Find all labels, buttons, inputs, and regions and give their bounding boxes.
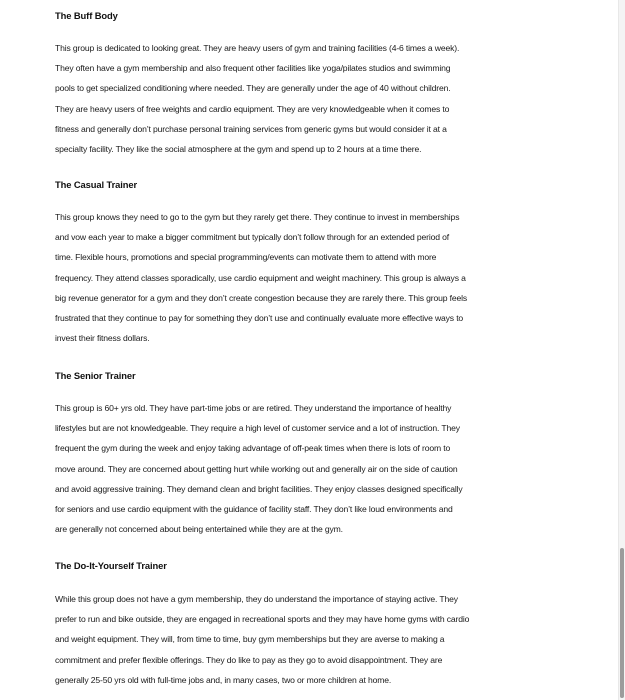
text-line: prefer to run and bike outside, they are engaged in recreational sports and they may have home gyms with cardio <box>55 614 470 625</box>
text-line: They are heavy users of free weights and cardio equipment. They are very knowledgeable when it comes to <box>55 103 450 114</box>
section-body-senior-trainer <box>55 398 595 539</box>
text-line: time. Flexible hours, promotions and special programming/events can motivate them to attend with more <box>55 252 437 263</box>
vertical-scrollbar[interactable] <box>618 0 625 700</box>
section-heading-buff-body: The Buff Body <box>55 10 118 21</box>
section-heading-senior-trainer: The Senior Trainer <box>55 370 136 381</box>
section-body-buff-body <box>55 38 595 159</box>
text-line: This group is dedicated to looking great. They are heavy users of gym and training facilities (4-6 times a week). <box>55 43 460 53</box>
text-line: frequent the gym during the week and enjoy taking advantage of off-peak times when there is lots of room to <box>55 443 451 454</box>
text-line: This group knows they need to go to the gym but they rarely get there. They continue to invest in memberships <box>55 212 460 222</box>
text-line: While this group does not have a gym membership, they do understand the importance of staying active. They <box>55 594 458 604</box>
text-line: and weight equipment. They will, from time to time, buy gym memberships but they are averse to making a <box>55 634 445 645</box>
section-body-casual-trainer <box>55 207 595 348</box>
text-line: and avoid aggressive training. They demand clean and bright facilities. They enjoy classes designed specifically <box>55 483 463 494</box>
section-heading-casual-trainer: The Casual Trainer <box>55 179 138 190</box>
text-line: fitness and generally don’t purchase personal training services from generic gyms but would consider it at a <box>55 123 447 134</box>
text-line: specialty facility. They like the social atmosphere at the gym and spend up to 2 hours at a time there. <box>55 144 422 155</box>
section-body-diy-trainer <box>55 589 595 690</box>
text-line: move around. They are concerned about getting hurt while working out and generally air on the side of caution <box>55 463 458 474</box>
text-line: frustrated that they continue to pay for something they don’t use and continually evaluate more effective ways to <box>55 313 464 324</box>
text-line: frequency. They attend classes sporadically, use cardio equipment and weight machinery. This group is always a <box>55 272 466 283</box>
text-line: big revenue generator for a gym and they don’t create congestion because they are rarely there. This group feels <box>55 292 468 303</box>
text-line: invest their fitness dollars. <box>55 333 150 344</box>
text-line: commitment and prefer flexible offerings. They do like to pay as they go to avoid disappointment. They are <box>55 654 443 665</box>
text-line: They often have a gym membership and also frequent other facilities like yoga/pilates studios and swimming <box>55 63 451 74</box>
text-line: lifestyles but are not knowledgeable. They require a high level of customer service and a lot of instruction. They <box>55 423 460 434</box>
text-line: This group is 60+ yrs old. They have part-time jobs or are retired. They understand the importance of healthy <box>55 403 452 413</box>
text-line: pools to get specialized conditioning where needed. They are generally under the age of 40 without children. <box>55 83 451 94</box>
text-line: and vow each year to make a bigger commitment but typically don’t follow through for an extended period of <box>55 232 449 243</box>
section-heading-diy-trainer: The Do-It-Yourself Trainer <box>55 560 167 571</box>
scrollbar-thumb[interactable] <box>620 548 624 698</box>
text-line: are generally not concerned about being entertained while they are at the gym. <box>55 524 343 535</box>
text-line: generally 25-50 yrs old with full-time jobs and, in many cases, two or more children at home. <box>55 674 392 685</box>
text-line: for seniors and use cardio equipment with the guidance of facility staff. They don’t like loud environments and <box>55 504 453 515</box>
